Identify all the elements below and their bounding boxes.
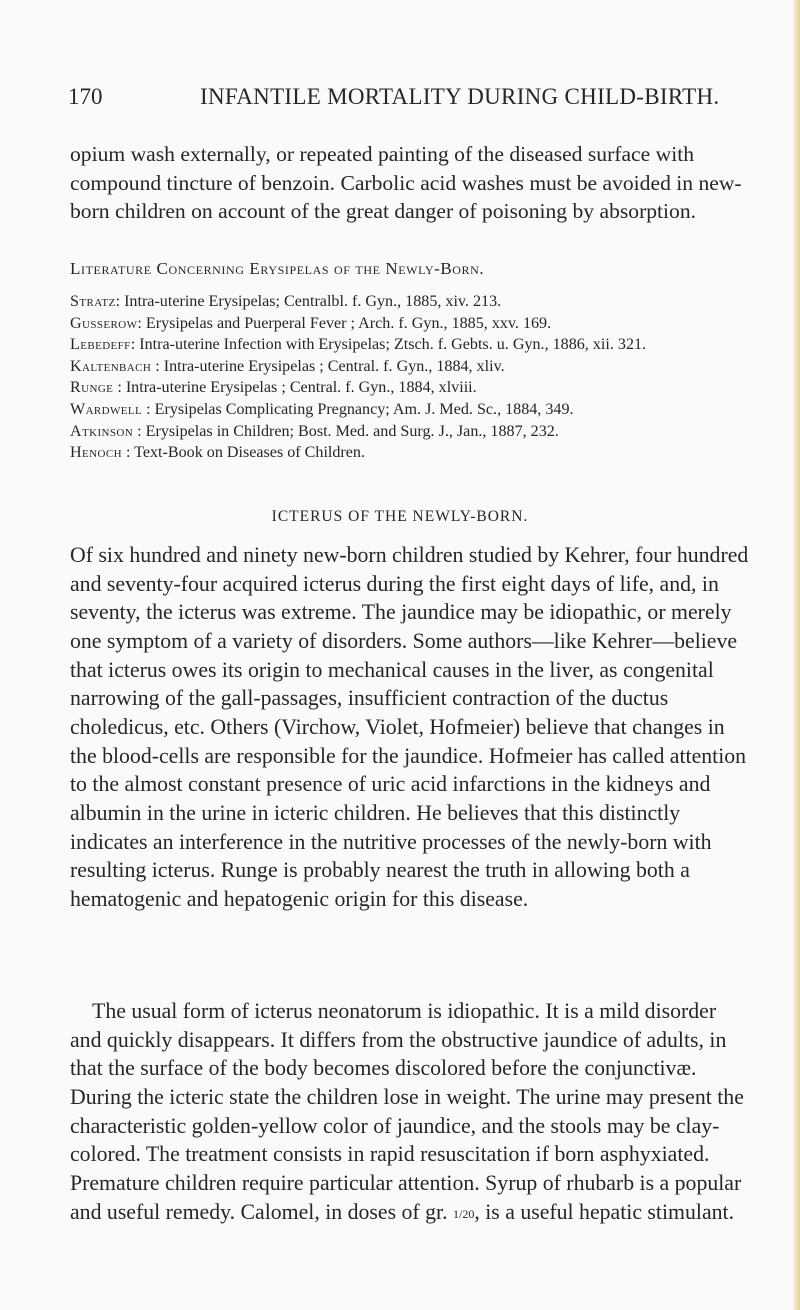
reference-author: Kaltenbach (70, 357, 152, 375)
reference-item (70, 377, 760, 399)
reference-text: : Erysipelas in Children; Bost. Med. and Surg. J., Jan., 1887, 232. (133, 422, 559, 440)
reference-item (70, 442, 760, 464)
reference-text: : Text-Book on Diseases of Children. (121, 444, 366, 462)
reference-author: Stratz (70, 293, 116, 310)
reference-item (70, 313, 760, 335)
reference-item (70, 356, 760, 378)
reference-author: Runge (70, 379, 114, 397)
running-title: INFANTILE MORTALITY DURING CHILD-BIRTH. (200, 84, 720, 109)
page-header (68, 84, 748, 118)
reference-text: : Erysipelas Complicating Pregnancy; Am. J. Med. Sc., 1884, 349. (142, 400, 574, 418)
page-edge-shadow (792, 0, 800, 1310)
reference-text: : Intra-uterine Erysipelas; Centralbl. f. Gyn., 1885, xiv. 213. (115, 293, 502, 310)
reference-text: : Intra-uterine Infection with Erysipelas; Ztsch. f. Gebts. u. Gyn., 1886, xii. 321. (130, 336, 647, 354)
page-number: 170 (68, 84, 103, 109)
reference-item (70, 399, 760, 421)
reference-text: : Intra-uterine Erysipelas ; Central. f. Gyn., 1884, xlviii. (113, 379, 477, 397)
reference-text: : Erysipelas and Puerperal Fever ; Arch. f. Gyn., 1885, xxv. 169. (137, 314, 552, 332)
paragraph-opium-wash: opium wash externally, or repeated painting of the diseased surface with compound tincture of benzoin. Carbolic acid washes must be avoided in new-born children on account of the great danger of poisoning by absorption. (70, 142, 742, 224)
literature-heading-text: Literature Concerning Erysipelas of the Newly-Born. (70, 259, 485, 278)
section-heading-icterus: ICTERUS OF THE NEWLY-BORN. (271, 508, 529, 525)
paragraph-text-end: , is a useful hepatic stimulant. (474, 1199, 735, 1224)
reference-list (70, 291, 760, 464)
reference-author: Wardwell (70, 400, 143, 418)
paragraph-icterus-causes: Of six hundred and ninety new-born children studied by Kehrer, four hundred and seventy-four acquired icterus during the first eight days of life, and, in seventy, the icterus was extreme. The jaundice may be idiopathic, or merely one symptom of a variety of disorders. Some authors—like Kehrer—believe that icterus owes its origin to mechanical causes in the liver, as congenital narrowing of the gall-passages, insufficient contraction of the ductus choledicus, etc. Others (Virchow, Violet, Hofmeier) believe that changes in the blood-cells are responsible for the jaundice. Hofmeier has called attention to the almost constant presence of uric acid infarctions in the kidneys and albumin in the urine in icteric children. He believes that this distinctly indicates an interference in the nutritive processes of the newly-born with resulting icterus. Runge is probably nearest the truth in allowing both a hematogenic and hepatogenic origin for this disease. (70, 543, 749, 911)
reference-author: Lebedeff (70, 336, 131, 354)
paragraph-text: The usual form of icterus neonatorum is idiopathic. It is a mild disorder and quickly disappears. It differs from the obstructive jaundice of adults, in that the surface of the body becomes discolored before the conjunctivæ. During the icteric state the children lose in weight. The urine may present the characteristic golden-yellow color of jaundice, and the stools may be clay-colored. The treatment consists in rapid resuscitation if born asphyxiated. Premature children require particular attention. Syrup of rhubarb is a popular and useful remedy. Calomel, in doses of gr. (70, 999, 744, 1224)
reference-item (70, 334, 760, 356)
reference-text: : Intra-uterine Erysipelas ; Central. f. Gyn., 1884, xliv. (151, 357, 505, 375)
dose-fraction: 1/20 (452, 1206, 475, 1221)
reference-author: Atkinson (70, 422, 134, 440)
literature-heading (70, 259, 484, 279)
paragraph-icterus-treatment (70, 997, 750, 1228)
reference-author: Henoch (70, 444, 122, 462)
reference-item (70, 421, 760, 443)
reference-item (70, 291, 760, 313)
reference-author: Gusserow (70, 314, 138, 332)
